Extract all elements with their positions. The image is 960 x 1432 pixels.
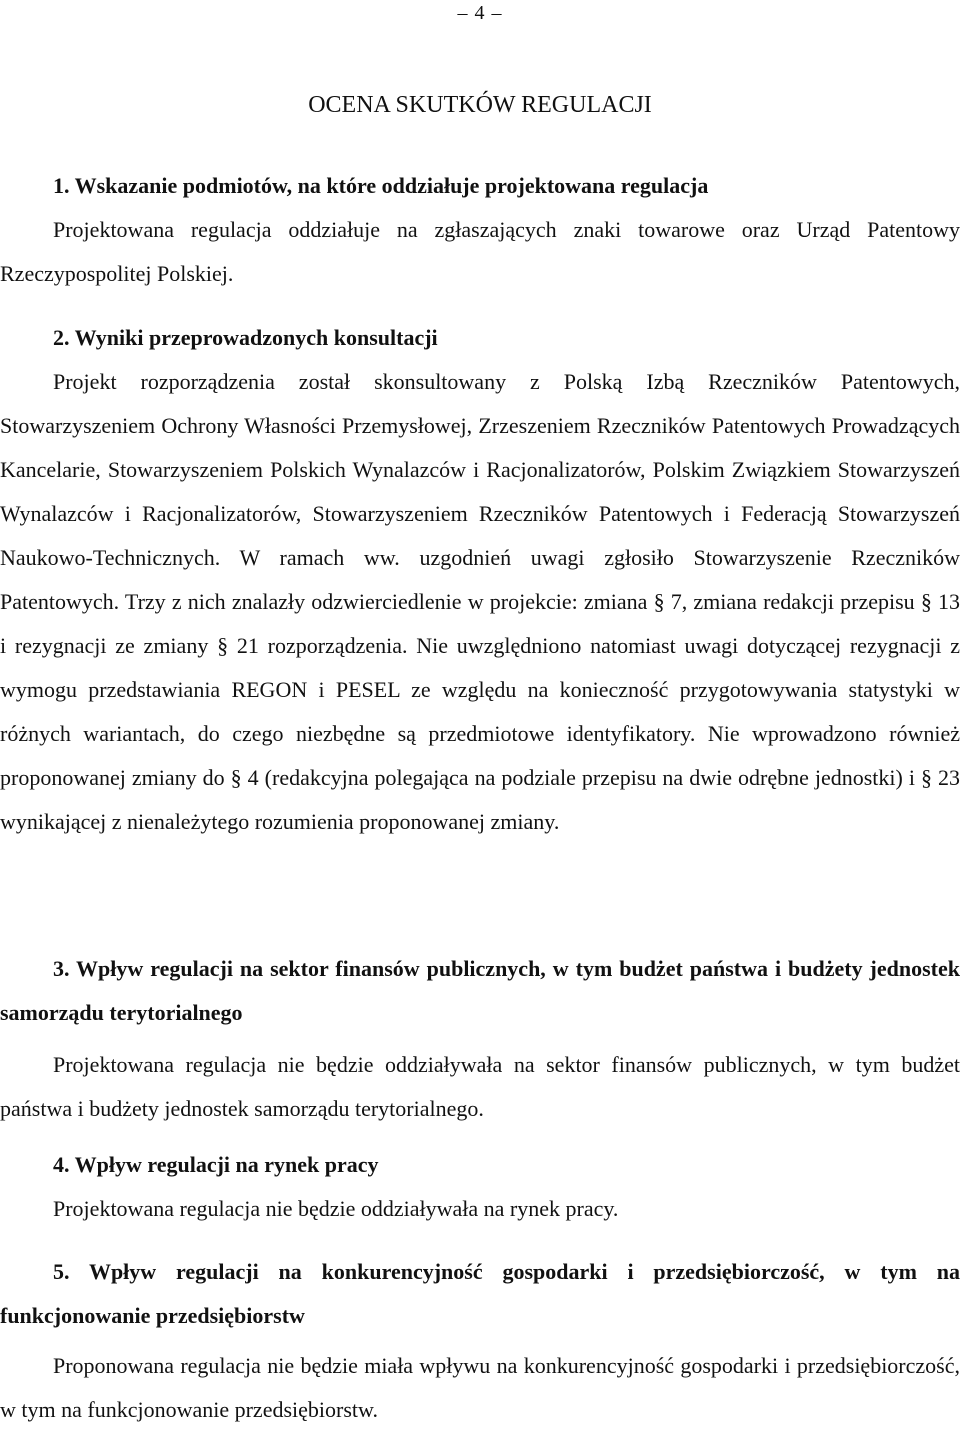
section-5: [0, 1250, 960, 1432]
page-number: – 4 –: [457, 2, 503, 24]
section-1-body: Projektowana regulacja oddziałuje na zgłaszających znaki towarowe oraz Urząd Patentowy Rzeczypospolitej Polskiej.: [0, 217, 960, 286]
section-1-heading: 1. Wskazanie podmiotów, na które oddziałuje projektowana regulacja: [53, 173, 709, 198]
section-2: [0, 316, 960, 844]
section-3-body: Projektowana regulacja nie będzie oddziaływała na sektor finansów publicznych, w tym budżet państwa i budżety jednostek samorządu terytorialnego.: [0, 1052, 960, 1121]
section-4-body: Projektowana regulacja nie będzie oddziaływała na rynek pracy.: [53, 1196, 619, 1221]
section-3-heading: 3. Wpływ regulacji na sektor finansów publicznych, w tym budżet państwa i budżety jednostek samorządu terytorialnego: [0, 956, 960, 1025]
document-title: OCENA SKUTKÓW REGULACJI: [308, 92, 652, 118]
section-2-body: Projekt rozporządzenia został skonsultowany z Polską Izbą Rzeczników Patentowych, Stowarzyszeniem Ochrony Własności Przemysłowej, Zrzeszeniem Rzeczników Patentowych Prowadzących Kancelarie, Stowarzyszeniem Polskich Wynalazców i Racjonalizatorów, Polskim Związkiem Stowarzyszeń Wynalazców i Racjonalizatorów, Stowarzyszeniem Rzeczników Patentowych i Federacją Stowarzyszeń Naukowo-Technicznych. W ramach ww. uzgodnień uwagi zgłosiło Stowarzyszenie Rzeczników Patentowych. Trzy z nich znalazły odzwierciedlenie w projekcie: zmiana § 7, zmiana redakcji przepisu § 13 i rezygnacji ze zmiany § 21 rozporządzenia. Nie uwzględniono natomiast uwagi dotyczącej rezygnacji z wymogu przedstawiania REGON i PESEL ze względu na konieczność przygotowywania statystyki w różnych wariantach, do czego niezbędne są przedmiotowe identyfikatory. Nie wprowadzono również proponowanej zmiany do § 4 (redakcyjna polegająca na podziale przepisu na dwie odrębne jednostki) i § 23 wynikającej z nienależytego rozumienia proponowanej zmiany.: [0, 369, 960, 834]
section-2-heading: 2. Wyniki przeprowadzonych konsultacji: [53, 325, 438, 350]
section-5-heading: 5. Wpływ regulacji na konkurencyjność gospodarki i przedsiębiorczość, w tym na funkcjonowanie przedsiębiorstw: [0, 1259, 960, 1328]
section-4-heading: 4. Wpływ regulacji na rynek pracy: [53, 1152, 379, 1177]
section-3: [0, 947, 960, 1131]
section-4: [0, 1143, 960, 1231]
section-5-body: Proponowana regulacja nie będzie miała wpływu na konkurencyjność gospodarki i przedsiębiorczość, w tym na funkcjonowanie przedsiębiorstw.: [0, 1353, 960, 1422]
section-1: [0, 164, 960, 296]
